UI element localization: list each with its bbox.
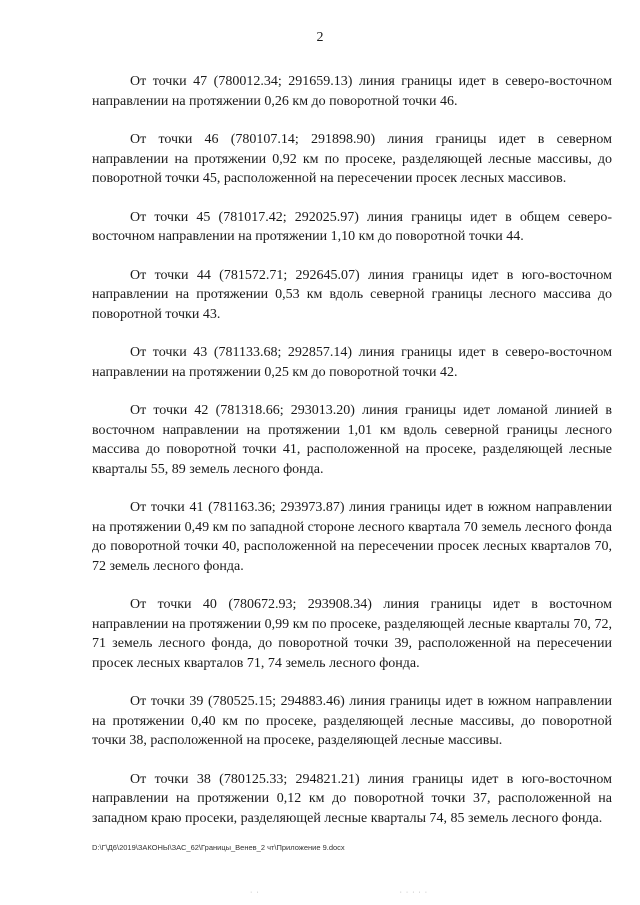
paragraph-point-39: От точки 39 (780525.15; 294883.46) линия границы идет в южном направлении на протяжении 0,40 км по просеке, разделяющей лесные массивы, до поворотной точки 38, расположенной на просеке, разделяющей лесные массивы. [92,694,612,748]
paragraph-point-38: От точки 38 (780125.33; 294821.21) линия границы идет в юго-восточном направлении на протяжении 0,12 км до поворотной точки 37, расположенной на западном краю просеки, разделяющей лесные кварталы 74, 85 земель лесного фонда. [92,771,612,826]
paragraph-point-45: От точки 45 (781017.42; 292025.97) линия границы идет в общем северо-восточном направлении на протяжении 1,10 км до поворотной точки 44. [92,209,612,244]
paragraph-point-41: От точки 41 (781163.36; 293973.87) линия границы идет в южном направлении на протяжении 0,49 км по западной стороне лесного квартала 70 земель лесного фонда до поворотной точки 40, расположенной на пересечении просек лесных кварталов 70, 72 земель лесного фонда. [92,500,612,574]
footer-file-path: D:\Г\Д6\2019\ЗАКОНЫ\ЗАС_62\Границы_Венев_2 чт\Приложение 9.docx [92,843,345,852]
paragraph-point-44: От точки 44 (781572.71; 292645.07) линия границы идет в юго-восточном направлении на протяжении 0,53 км вдоль северной границы лесного массива до поворотной точки 43. [92,267,612,322]
page-number: 2 [316,30,324,45]
scan-artifacts: · · · · · · · [250,889,429,896]
paragraph-point-47: От точки 47 (780012.34; 291659.13) линия границы идет в северо-восточном направлении на протяжении 0,26 км до поворотной точки 46. [92,74,612,109]
paragraph-point-46: От точки 46 (780107.14; 291898.90) линия границы идет в северном направлении на протяжении 0,92 км по просеке, разделяющей лесные массивы, до поворотной точки 45, расположенной на пересечении просек лесных массивов. [92,132,612,186]
paragraph-point-40: От точки 40 (780672.93; 293908.34) линия границы идет в восточном направлении на протяжении 0,99 км по просеке, разделяющей лесные кварталы 70, 72, 71 земель лесного фонда, до поворотной точки 39, расположенной на пересечении просек лесных кварталов 71, 74 земель лесного фонда. [92,597,612,671]
paragraph-point-43: От точки 43 (781133.68; 292857.14) линия границы идет в северо-восточном направлении на протяжении 0,25 км до поворотной точки 42. [92,345,612,380]
paragraph-point-42: От точки 42 (781318.66; 293013.20) линия границы идет ломаной линией в восточном направлении на протяжении 1,01 км вдоль северной границы лесного массива до поворотной точки 41, расположенной на просеке, разделяющей лесные кварталы 55, 89 земель лесного фонда. [92,403,612,477]
document-body [92,72,612,847]
